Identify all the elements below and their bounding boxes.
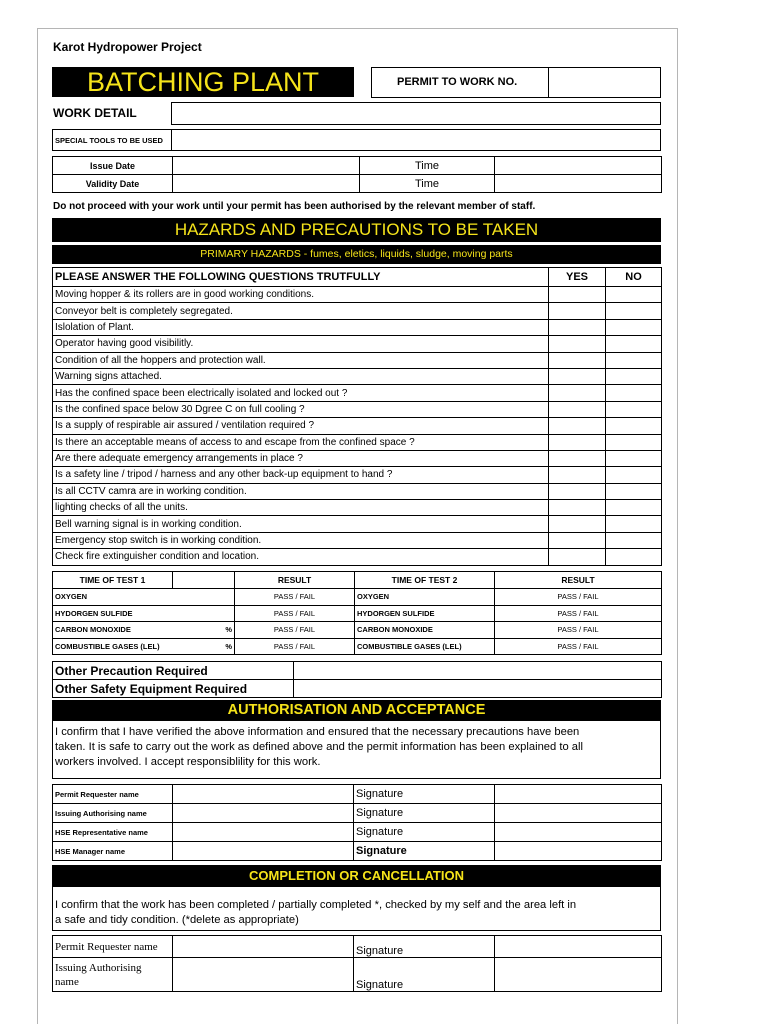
authorisation-statement — [52, 721, 661, 779]
yes-cell[interactable] — [549, 418, 606, 434]
project-name: Karot Hydropower Project — [53, 40, 202, 54]
auth-signature-field[interactable] — [495, 842, 662, 861]
no-cell[interactable] — [606, 532, 662, 548]
validity-date-label: Validity Date — [53, 175, 173, 193]
yes-cell[interactable] — [549, 516, 606, 532]
authorisation-text-line-3: workers involved. I accept responsiblility for this work. — [55, 756, 321, 768]
gas-2-name — [53, 605, 235, 622]
no-cell[interactable] — [606, 500, 662, 516]
gas-unit: % — [225, 641, 232, 651]
special-tools-label: SPECIAL TOOLS TO BE USED — [55, 136, 163, 145]
completion-signatures-table — [52, 935, 662, 992]
gas-4-result-test-2[interactable]: PASS / FAIL — [495, 638, 662, 655]
questions-table — [52, 267, 662, 566]
no-cell[interactable] — [606, 434, 662, 450]
yes-cell[interactable] — [549, 549, 606, 565]
authorisation-text-line-1: I confirm that I have verified the above information and ensured that the necessary precautions have been — [55, 726, 580, 738]
issue-time-field[interactable] — [495, 157, 662, 175]
auth-name-label: Issuing Authorising name — [53, 804, 173, 823]
yes-cell[interactable] — [549, 532, 606, 548]
auth-name-field[interactable] — [173, 804, 354, 823]
question-text: Emergency stop switch is in working condition. — [53, 532, 549, 548]
question-text: Is a safety line / tripod / harness and any other back-up equipment to hand ? — [53, 467, 549, 483]
gas-4-name-test-2: COMBUSTIBLE GASES (LEL) — [355, 638, 495, 655]
primary-hazards-bar: PRIMARY HAZARDS - fumes, eletics, liquids, sludge, moving parts — [52, 245, 661, 264]
gas-3-name-test-2: CARBON MONOXIDE — [355, 622, 495, 639]
time-of-test-1-field[interactable] — [173, 572, 235, 589]
yes-cell[interactable] — [549, 303, 606, 319]
auth-signature-field[interactable] — [495, 785, 662, 804]
authorisation-signatures-table — [52, 784, 662, 861]
other-equipment-field[interactable] — [294, 680, 662, 698]
gas-unit: % — [225, 625, 232, 635]
warning-text: Do not proceed with your work until your permit has been authorised by the relevant member of staff. — [53, 201, 536, 212]
auth-signature-label: Signature — [354, 804, 495, 823]
question-text: Is there an acceptable means of access to and escape from the confined space ? — [53, 434, 549, 450]
yes-cell[interactable] — [549, 467, 606, 483]
yes-cell[interactable] — [549, 319, 606, 335]
question-text: Check fire extinguisher condition and location. — [53, 549, 549, 565]
special-tools-row — [52, 129, 661, 151]
auth-signature-label: Signature — [354, 823, 495, 842]
validity-time-field[interactable] — [495, 175, 662, 193]
question-text: Moving hopper & its rollers are in good working conditions. — [53, 287, 549, 303]
gas-4-result[interactable]: PASS / FAIL — [235, 638, 355, 655]
auth-signature-field[interactable] — [495, 804, 662, 823]
yes-cell[interactable] — [549, 385, 606, 401]
yes-cell[interactable] — [549, 352, 606, 368]
permit-number-field[interactable] — [548, 67, 661, 98]
yes-cell[interactable] — [549, 483, 606, 499]
gas-test-table — [52, 571, 662, 655]
auth-name-label: HSE Manager name — [53, 842, 173, 861]
gas-1-result-test-2[interactable]: PASS / FAIL — [495, 589, 662, 606]
dates-table — [52, 156, 662, 193]
result-2-label: RESULT — [495, 572, 662, 589]
gas-name: COMBUSTIBLE GASES (LEL) — [55, 641, 160, 651]
question-text: Islolation of Plant. — [53, 319, 549, 335]
question-text: Are there adequate emergency arrangements in place ? — [53, 450, 549, 466]
question-text: Operator having good visibilitly. — [53, 336, 549, 352]
permit-label-box — [371, 67, 549, 98]
yes-cell[interactable] — [549, 450, 606, 466]
work-detail-label: WORK DETAIL — [53, 106, 137, 120]
authorisation-text-line-2: taken. It is safe to carry out the work as defined above and the permit information has been explained to all — [55, 741, 583, 753]
work-detail-field[interactable] — [171, 102, 661, 125]
completion-statement — [52, 887, 661, 931]
auth-name-label: HSE Representative name — [53, 823, 173, 842]
question-text: Condition of all the hoppers and protection wall. — [53, 352, 549, 368]
no-cell[interactable] — [606, 368, 662, 384]
completion-name-label-2 — [53, 958, 173, 992]
no-header: NO — [606, 268, 662, 287]
plant-title-bar: BATCHING PLANT — [52, 67, 354, 97]
other-precaution-label: Other Precaution Required — [53, 662, 294, 680]
special-tools-field[interactable] — [171, 130, 661, 150]
yes-cell[interactable] — [549, 434, 606, 450]
yes-cell[interactable] — [549, 500, 606, 516]
no-cell[interactable] — [606, 401, 662, 417]
gas-name: CARBON MONOXIDE — [55, 625, 131, 635]
completion-title-bar: COMPLETION OR CANCELLATION — [52, 865, 661, 887]
auth-name-field[interactable] — [173, 823, 354, 842]
yes-cell[interactable] — [549, 401, 606, 417]
auth-signature-label: Signature — [354, 785, 495, 804]
gas-3-result[interactable]: PASS / FAIL — [235, 622, 355, 639]
auth-name-label: Permit Requester name — [53, 785, 173, 804]
no-cell[interactable] — [606, 549, 662, 565]
question-text: lighting checks of all the units. — [53, 500, 549, 516]
question-text: Conveyor belt is completely segregated. — [53, 303, 549, 319]
time-of-test-1-label: TIME OF TEST 1 — [53, 572, 173, 589]
gas-name: OXYGEN — [55, 592, 88, 602]
gas-1-name-test-2: OXYGEN — [355, 589, 495, 606]
authorisation-title-bar: AUTHORISATION AND ACCEPTANCE — [52, 700, 661, 721]
completion-name-label: Permit Requester name — [53, 936, 173, 958]
completion-signature-field-2[interactable] — [495, 958, 662, 992]
validity-date-field[interactable] — [173, 175, 360, 193]
no-cell[interactable] — [606, 303, 662, 319]
auth-name-field[interactable] — [173, 785, 354, 804]
no-cell[interactable] — [606, 418, 662, 434]
no-cell[interactable] — [606, 287, 662, 303]
result-1-label: RESULT — [235, 572, 355, 589]
yes-header: YES — [549, 268, 606, 287]
yes-cell[interactable] — [549, 287, 606, 303]
question-text: Is a supply of respirable air assured / ventilation required ? — [53, 418, 549, 434]
completion-name-line-1: Issuing Authorising — [55, 961, 142, 974]
yes-cell[interactable] — [549, 368, 606, 384]
no-cell[interactable] — [606, 467, 662, 483]
completion-name-line-2: name — [55, 975, 79, 988]
question-text: Warning signs attached. — [53, 368, 549, 384]
completion-signature-label-2: Signature — [354, 958, 495, 992]
no-cell[interactable] — [606, 483, 662, 499]
completion-name-field[interactable] — [173, 936, 354, 958]
no-cell[interactable] — [606, 385, 662, 401]
other-requirements-table — [52, 661, 662, 698]
no-cell[interactable] — [606, 336, 662, 352]
auth-signature-field[interactable] — [495, 823, 662, 842]
gas-2-name-test-2: HYDORGEN SULFIDE — [355, 605, 495, 622]
permit-label: PERMIT TO WORK NO. — [397, 76, 518, 88]
question-text: Is the confined space below 30 Dgree C on full cooling ? — [53, 401, 549, 417]
other-precaution-field[interactable] — [294, 662, 662, 680]
no-cell[interactable] — [606, 516, 662, 532]
gas-2-result-test-2[interactable]: PASS / FAIL — [495, 605, 662, 622]
validity-time-label: Time — [360, 175, 495, 193]
no-cell[interactable] — [606, 450, 662, 466]
gas-3-name — [53, 622, 235, 639]
gas-1-name — [53, 589, 235, 606]
question-text: Bell warning signal is in working condition. — [53, 516, 549, 532]
completion-text-line-1: I confirm that the work has been completed / partially completed *, checked by my self and the area left in — [55, 899, 577, 911]
gas-2-result[interactable]: PASS / FAIL — [235, 605, 355, 622]
time-of-test-2-label: TIME OF TEST 2 — [355, 572, 495, 589]
completion-signature-field[interactable] — [495, 936, 662, 958]
auth-signature-label: Signature — [354, 842, 495, 861]
gas-name: HYDORGEN SULFIDE — [55, 608, 133, 618]
yes-cell[interactable] — [549, 336, 606, 352]
no-cell[interactable] — [606, 352, 662, 368]
no-cell[interactable] — [606, 319, 662, 335]
issue-time-label: Time — [360, 157, 495, 175]
auth-name-field[interactable] — [173, 842, 354, 861]
hazards-title-bar: HAZARDS AND PRECAUTIONS TO BE TAKEN — [52, 218, 661, 242]
gas-4-name — [53, 638, 235, 655]
gas-1-result[interactable]: PASS / FAIL — [235, 589, 355, 606]
other-equipment-label: Other Safety Equipment Required — [53, 680, 294, 698]
question-text: Is all CCTV camra are in working condition. — [53, 483, 549, 499]
completion-text-line-2: a safe and tidy condition. (*delete as appropriate) — [55, 914, 299, 926]
completion-name-field-2[interactable] — [173, 958, 354, 992]
issue-date-field[interactable] — [173, 157, 360, 175]
issue-date-label: Issue Date — [53, 157, 173, 175]
completion-signature-label: Signature — [354, 936, 495, 958]
question-text: Has the confined space been electrically isolated and locked out ? — [53, 385, 549, 401]
questions-header: PLEASE ANSWER THE FOLLOWING QUESTIONS TRUTFULLY — [53, 268, 549, 287]
gas-3-result-test-2[interactable]: PASS / FAIL — [495, 622, 662, 639]
